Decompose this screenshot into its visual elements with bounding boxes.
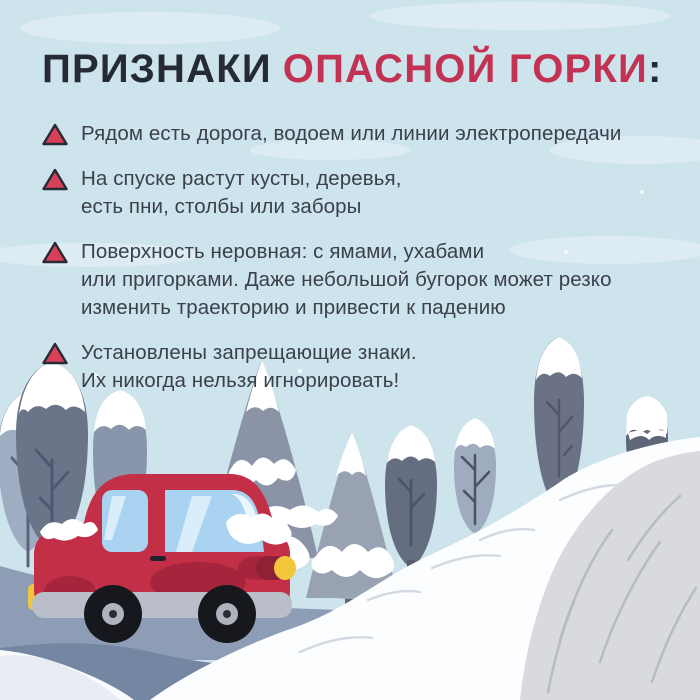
page-title (42, 48, 664, 90)
car-headlight (256, 556, 296, 580)
warning-list (42, 120, 664, 395)
tree-right-light (454, 418, 496, 534)
warning-triangle-icon (42, 168, 68, 191)
title-highlight: ОПАСНОЙ ГОРКИ (282, 47, 648, 91)
list-item-text: На спуске растут кусты, деревья, есть пни, столбы или заборы (81, 167, 402, 218)
list-item (42, 339, 664, 395)
list-item (42, 238, 664, 322)
warning-triangle-icon (42, 123, 68, 146)
list-item (42, 120, 664, 148)
car-door-handle (150, 556, 166, 561)
title-prefix: ПРИЗНАКИ (42, 47, 272, 91)
list-item-text: Установлены запрещающие знаки. Их никогда нельзя игнорировать! (81, 341, 417, 392)
warning-triangle-icon (42, 241, 68, 264)
title-colon: : (648, 47, 663, 91)
list-item (42, 165, 664, 221)
warning-triangle-icon (42, 342, 68, 365)
list-item-text: Поверхность неровная: с ямами, ухабами или пригорками. Даже небольшой бугорок может резко изменить траекторию и привести к падению (81, 240, 612, 319)
list-item-text: Рядом есть дорога, водоем или линии электропередачи (81, 122, 622, 145)
